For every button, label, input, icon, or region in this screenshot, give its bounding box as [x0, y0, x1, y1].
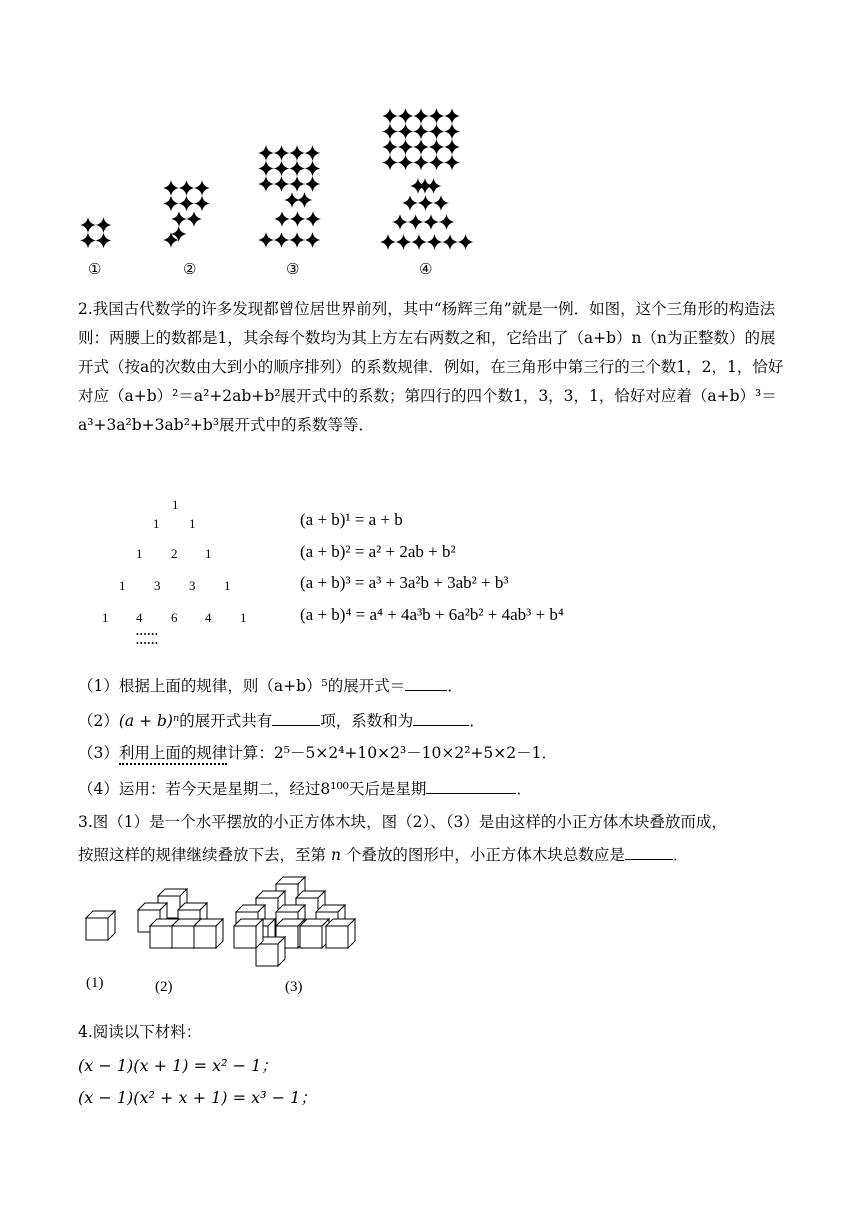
- star-mark: [442, 234, 458, 250]
- pascal-cell: 1: [240, 610, 247, 625]
- figure-label-4: ④: [419, 262, 433, 278]
- cube-caption-2: (2): [155, 979, 173, 995]
- star-mark: [382, 124, 398, 140]
- star-mark: [444, 124, 460, 140]
- pascal-cell: 1: [189, 516, 196, 531]
- star-mark: [418, 195, 434, 211]
- star-mark: [382, 155, 398, 171]
- q2-sub4: （4）运用：若今天是星期二，经过8¹⁰⁰天后是星期 ．: [78, 780, 532, 798]
- q2-sub3: （3）利用上面的规律计算：2⁵－5×2⁴+10×2³－10×2²+5×2－1．: [78, 739, 788, 768]
- pascal-cell: 4: [205, 610, 212, 625]
- star-mark: [305, 161, 321, 177]
- star-mark: [163, 196, 179, 212]
- star-mark: [289, 176, 305, 192]
- pascal-cell: 1: [119, 578, 126, 593]
- star-mark: [380, 234, 396, 250]
- star-mark: [305, 176, 321, 192]
- pascal-cell: 1: [224, 578, 231, 593]
- star-mark: [163, 180, 179, 196]
- star-mark: [444, 139, 460, 155]
- pascal-cell: 1: [102, 610, 109, 625]
- star-mark: [80, 233, 96, 249]
- figure-label-2: ②: [183, 262, 197, 278]
- answer-blank[interactable]: [405, 689, 447, 691]
- q3-line1: 3.图（1）是一个水平摆放的小正方体木块，图（2）、（3）是由这样的小正方体木块叠放而成，: [78, 813, 727, 831]
- star-mark: [289, 145, 305, 161]
- star-mark: [289, 161, 305, 177]
- star-mark: [423, 214, 439, 230]
- star-mark: [274, 161, 290, 177]
- star-mark: [398, 124, 414, 140]
- star-mark: [274, 145, 290, 161]
- star-mark: [171, 211, 187, 227]
- star-mark: [413, 108, 429, 124]
- cube-stack-figures: [80, 870, 370, 970]
- binomial-eq-2: (a + b)² = a² + 2ab + b²: [300, 542, 456, 561]
- star-mark: [290, 211, 306, 227]
- pascal-cell: 1: [205, 546, 212, 561]
- q2-sub2: （2）(a + b)ⁿ的展开式共有 项，系数和为 ．: [78, 712, 485, 730]
- binomial-eq-1: (a + b)¹ = a + b: [300, 510, 403, 529]
- q3-line2: 按照这样的规律继续叠放下去，至第 n 个叠放的图形中，小正方体木块总数应是 ．: [78, 846, 689, 864]
- cube: [234, 919, 263, 948]
- star-mark: [439, 214, 455, 230]
- star-mark: [186, 211, 202, 227]
- cube: [326, 919, 355, 948]
- star-mark: [413, 124, 429, 140]
- binomial-eq-3: (a + b)³ = a³ + 3a²b + 3ab² + b³: [300, 573, 509, 592]
- star-mark: [413, 155, 429, 171]
- star-mark: [258, 176, 274, 192]
- star-mark: [408, 214, 424, 230]
- star-mark: [382, 108, 398, 124]
- cube-caption-1: (1): [86, 975, 104, 991]
- star-mark: [289, 232, 305, 248]
- star-mark: [429, 124, 445, 140]
- star-mark: [179, 180, 195, 196]
- star-mark: [274, 232, 290, 248]
- star-mark: [297, 192, 313, 208]
- star-mark: [426, 178, 442, 194]
- star-mark: [413, 139, 429, 155]
- answer-blank[interactable]: [426, 792, 516, 794]
- star-mark: [96, 233, 112, 249]
- q2-sub1: （1）根据上面的规律，则（a+b）⁵的展开式＝ ．: [78, 677, 463, 695]
- star-mark: [398, 108, 414, 124]
- answer-blank[interactable]: [625, 858, 673, 860]
- star-mark: [258, 232, 274, 248]
- star-mark: [433, 195, 449, 211]
- star-mark: [410, 178, 426, 194]
- star-mark: [305, 211, 321, 227]
- star-mark: [194, 180, 210, 196]
- star-mark: [96, 217, 112, 233]
- star-mark: [402, 195, 418, 211]
- answer-blank[interactable]: [272, 724, 320, 726]
- star-mark: [80, 217, 96, 233]
- star-mark: [429, 108, 445, 124]
- q4-eq1: (x − 1)(x + 1) = x² − 1；: [78, 1056, 278, 1075]
- cube: [194, 919, 223, 948]
- star-mark: [396, 234, 412, 250]
- binomial-eq-4: (a + b)⁴ = a⁴ + 4a³b + 6a²b² + 4ab³ + b⁴: [300, 605, 564, 624]
- pascal-dots: •••••• ••••••: [136, 630, 159, 648]
- star-mark: [429, 155, 445, 171]
- pascal-cell: 2: [171, 546, 178, 561]
- pascal-cell: 3: [189, 578, 196, 593]
- star-mark: [444, 108, 460, 124]
- star-mark: [427, 234, 443, 250]
- star-mark: [258, 161, 274, 177]
- star-mark: [392, 214, 408, 230]
- star-mark: [382, 139, 398, 155]
- star-mark: [194, 196, 210, 212]
- star-pattern-figure: [70, 100, 490, 260]
- cube-caption-3: (3): [285, 979, 303, 995]
- star-mark: [258, 145, 274, 161]
- star-mark: [458, 234, 474, 250]
- star-mark: [274, 176, 290, 192]
- pascal-cell: 4: [136, 610, 143, 625]
- figure-label-3: ③: [286, 262, 300, 278]
- figure-label-1: ①: [88, 262, 102, 278]
- q4-eq2: (x − 1)(x² + x + 1) = x³ − 1；: [78, 1088, 317, 1107]
- pascal-cell: 1: [153, 516, 160, 531]
- pascal-cell: 1: [136, 546, 143, 561]
- star-mark: [444, 155, 460, 171]
- q2-paragraph: 2.我国古代数学的许多发现都曾位居世界前列，其中“杨辉三角”就是一例．如图，这个三角形的构造法则：两腰上的数都是1，其余每个数均为其上方左右两数之和，它给出了（a+b）n（n为正整数）的展开式（按a的次数由大到小的顺序排列）的系数规律．例如，在三角形中第三行的三个数1，2，1，恰好对应（a+b）²＝a²+2ab+b²展开式中的系数；第四行的四个数1，3，3，1，恰好对应着（a+b）³＝a³+3a²b+3ab²+b³展开式中的系数等等．: [78, 300, 784, 434]
- cube: [300, 919, 329, 948]
- answer-blank[interactable]: [413, 724, 469, 726]
- star-mark: [305, 232, 321, 248]
- star-mark: [179, 196, 195, 212]
- pascal-cell: 6: [171, 610, 178, 625]
- star-mark: [398, 139, 414, 155]
- pascal-cell: 3: [154, 578, 161, 593]
- star-mark: [398, 155, 414, 171]
- pascal-cell: 1: [172, 497, 179, 512]
- q4-title: 4.阅读以下材料：: [78, 1023, 202, 1041]
- star-mark: [429, 139, 445, 155]
- star-mark: [305, 145, 321, 161]
- star-mark: [274, 211, 290, 227]
- star-mark: [411, 234, 427, 250]
- cube: [86, 911, 115, 940]
